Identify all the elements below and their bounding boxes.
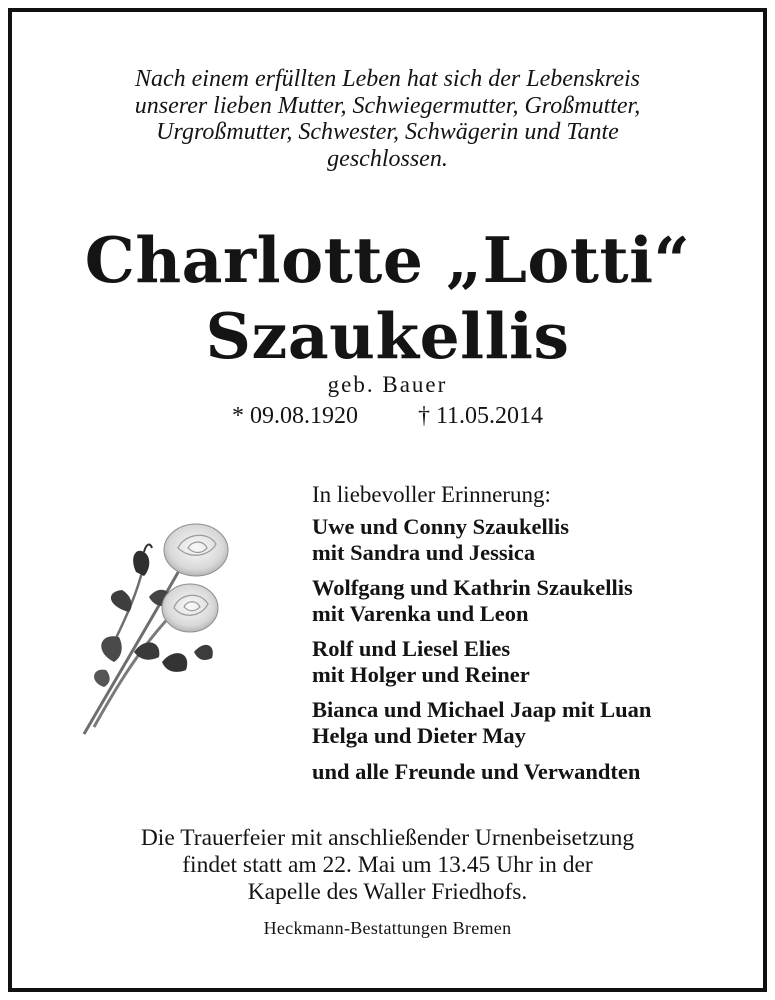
mourners-heading: In liebevoller Erinnerung: bbox=[312, 482, 551, 507]
intro-line: Urgroßmutter, Schwester, Schwägerin und Tante bbox=[156, 119, 619, 145]
service-info bbox=[12, 825, 763, 906]
mourner-line: Rolf und Liesel Elies bbox=[312, 636, 511, 661]
mourner-line: Wolfgang und Kathrin Szaukellis bbox=[312, 575, 633, 600]
mourner-line: Helga und Dieter May bbox=[312, 723, 526, 748]
death-date: † 11.05.2014 bbox=[417, 403, 544, 429]
service-line: Die Trauerfeier mit anschließender Urnenbeisetzung bbox=[140, 825, 635, 851]
undertaker-name: Heckmann-Bestattungen Bremen bbox=[263, 918, 512, 938]
deceased-name bbox=[12, 222, 763, 374]
mourner-line: mit Varenka und Leon bbox=[312, 601, 529, 626]
mourner-group bbox=[312, 575, 752, 627]
birth-date: * 09.08.1920 bbox=[231, 403, 358, 429]
service-line: Kapelle des Waller Friedhofs. bbox=[247, 879, 528, 905]
mourners-closing: und alle Freunde und Verwandten bbox=[312, 759, 641, 784]
name-line-1: Charlotte „Lotti“ bbox=[84, 223, 691, 297]
mourner-group bbox=[312, 514, 752, 566]
name-line-2: Szaukellis bbox=[205, 299, 570, 373]
obituary-frame bbox=[8, 8, 767, 992]
rose-icon bbox=[74, 512, 244, 752]
intro-line: geschlossen. bbox=[327, 145, 448, 172]
intro-line: unserer lieben Mutter, Schwiegermutter, Großmutter, bbox=[134, 92, 641, 119]
mourners-list bbox=[312, 480, 752, 785]
intro-line: Nach einem erfüllten Leben hat sich der Lebenskreis bbox=[134, 66, 640, 92]
mourner-line: Bianca und Michael Jaap mit Luan bbox=[312, 697, 652, 722]
mourner-line: mit Holger und Reiner bbox=[312, 662, 530, 687]
mourner-group bbox=[312, 723, 752, 749]
mourner-line: Uwe und Conny Szaukellis bbox=[312, 514, 569, 539]
mourner-group bbox=[312, 636, 752, 688]
maiden-name: geb. Bauer bbox=[327, 372, 448, 397]
intro-text bbox=[12, 66, 763, 172]
mourner-group bbox=[312, 697, 752, 723]
life-dates bbox=[12, 402, 763, 430]
service-line: findet statt am 22. Mai um 13.45 Uhr in der bbox=[182, 852, 593, 878]
mourner-line: mit Sandra und Jessica bbox=[312, 540, 536, 565]
